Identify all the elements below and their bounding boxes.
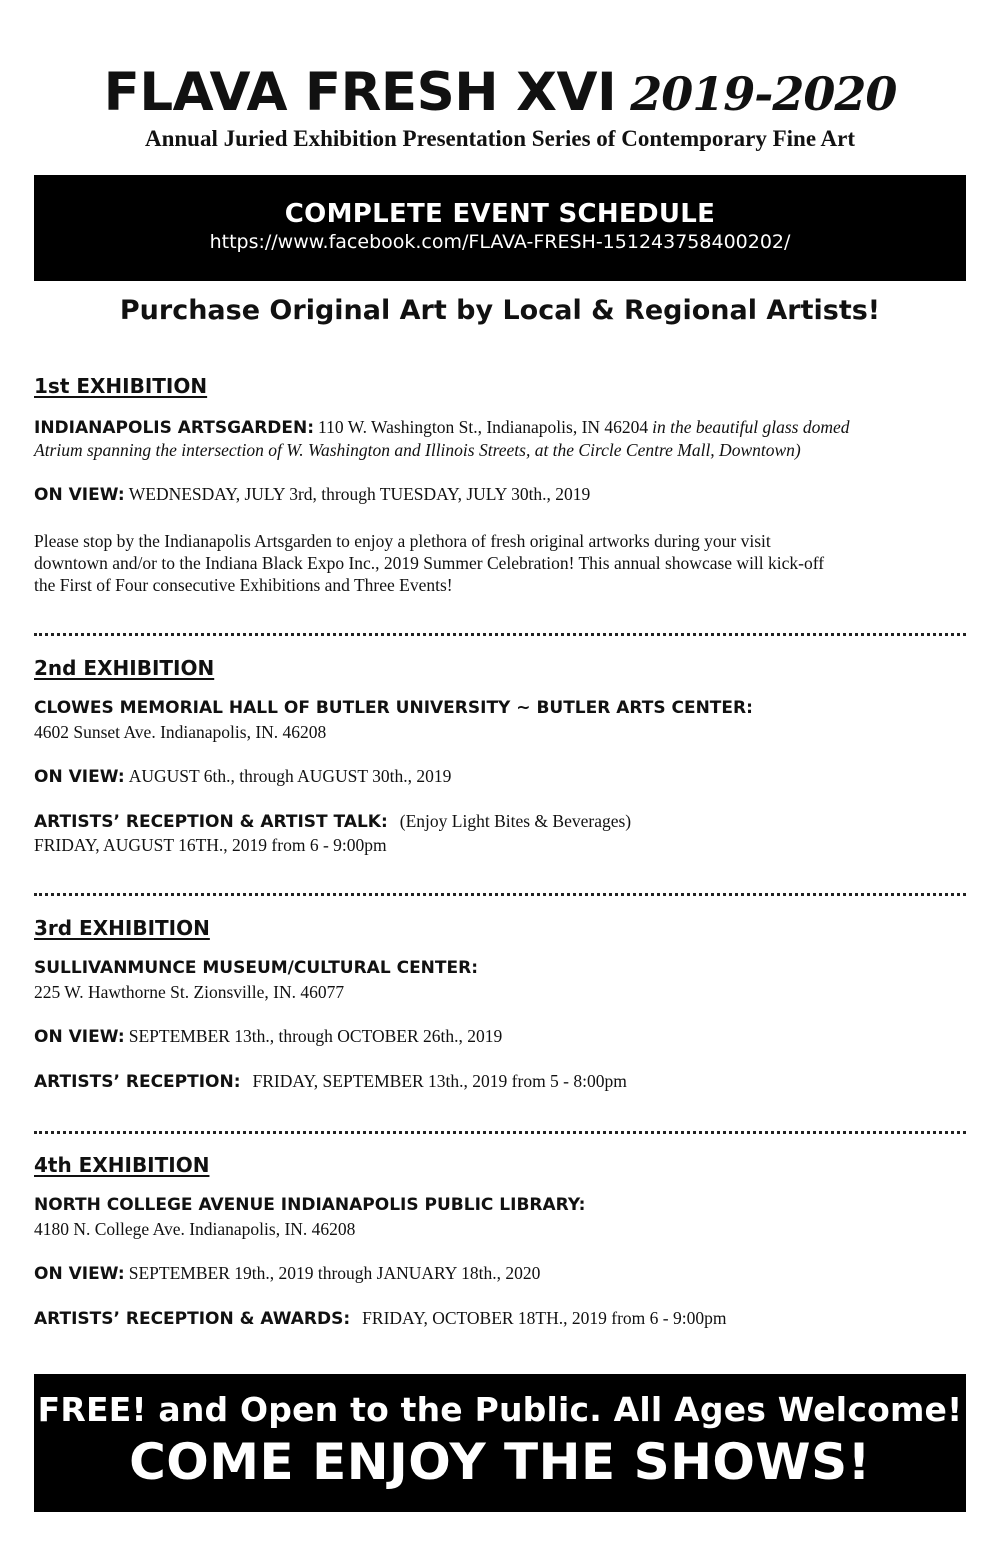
exhibition-1-description (34, 530, 969, 596)
page-title (0, 62, 1000, 123)
dotted-divider (34, 893, 966, 896)
exhibition-3-on-view-dates: SEPTEMBER 13th., through OCTOBER 26th., 2019 (128, 1026, 503, 1046)
exhibition-4-venue-label: NORTH COLLEGE AVENUE INDIANAPOLIS PUBLIC LIBRARY: (34, 1195, 586, 1215)
dotted-divider (34, 633, 966, 636)
exhibition-3-venue-label: SULLIVANMUNCE MUSEUM/CULTURAL CENTER: (34, 958, 479, 978)
exhibition-4-reception-label: ARTISTS’ RECEPTION & AWARDS: (34, 1309, 351, 1329)
footer-banner (34, 1374, 966, 1512)
exhibition-3-venue-address: 225 W. Hawthorne St. Zionsville, IN. 46077 (34, 982, 345, 1002)
title-years: 2019-2020 (630, 67, 897, 121)
exhibition-2-venue-address: 4602 Sunset Ave. Indianapolis, IN. 46208 (34, 722, 327, 742)
exhibition-1-on-view-dates: WEDNESDAY, JULY 3rd, through TUESDAY, JULY 30th., 2019 (128, 484, 591, 504)
title-main: FLAVA FRESH XVI (103, 62, 617, 123)
subtitle: Annual Juried Exhibition Presentation Series of Contemporary Fine Art (144, 126, 855, 151)
exhibition-2-venue-label: CLOWES MEMORIAL HALL OF BUTLER UNIVERSITY ~ BUTLER ARTS CENTER: (34, 698, 753, 718)
schedule-heading: COMPLETE EVENT SCHEDULE (284, 199, 716, 229)
exhibition-1-on-view (34, 484, 590, 505)
footer-line-1: FREE! and Open to the Public. All Ages Welcome! (37, 1390, 963, 1429)
exhibition-1-description-line-3: the First of Four consecutive Exhibitions and Three Events! (34, 575, 453, 595)
exhibition-1-description-line-2: downtown and/or to the Indiana Black Expo Inc., 2019 Summer Celebration! This annual showcase will kick-off (34, 553, 825, 573)
exhibition-4-reception (34, 1308, 726, 1329)
exhibition-2-reception-label: ARTISTS’ RECEPTION & ARTIST TALK: (34, 812, 388, 832)
exhibition-2-reception-time: FRIDAY, AUGUST 16TH., 2019 from 6 - 9:00pm (34, 835, 387, 855)
exhibition-1-venue-address: 110 W. Washington St., Indianapolis, IN 46204 (318, 417, 649, 437)
schedule-banner (34, 175, 966, 281)
exhibition-2-reception-note: (Enjoy Light Bites & Beverages) (399, 811, 632, 831)
exhibition-4-reception-time: FRIDAY, OCTOBER 18TH., 2019 from 6 - 9:00pm (362, 1308, 727, 1328)
exhibition-2-on-view (34, 766, 451, 787)
exhibition-4-heading: 4th EXHIBITION (34, 1153, 210, 1177)
exhibition-4-on-view-dates: SEPTEMBER 19th., 2019 through JANUARY 18th., 2020 (128, 1263, 541, 1283)
exhibition-1-heading: 1st EXHIBITION (34, 374, 208, 398)
exhibition-2-heading: 2nd EXHIBITION (34, 656, 215, 680)
footer-line-2: COME ENJOY THE SHOWS! (129, 1433, 871, 1491)
exhibition-4-on-view-label: ON VIEW: (34, 1264, 125, 1284)
exhibition-1-venue-note: in the beautiful glass domed (652, 417, 850, 437)
exhibition-1-venue-label: INDIANAPOLIS ARTSGARDEN: (34, 418, 315, 438)
facebook-link[interactable]: https://www.facebook.com/FLAVA-FRESH-151243758400202/ (209, 231, 791, 253)
exhibition-3-on-view (34, 1026, 502, 1047)
exhibition-4-on-view (34, 1263, 540, 1284)
dotted-divider (34, 1131, 966, 1134)
tagline: Purchase Original Art by Local & Regional Artists! (119, 295, 881, 326)
exhibition-3-on-view-label: ON VIEW: (34, 1027, 125, 1047)
exhibition-4-venue-address: 4180 N. College Ave. Indianapolis, IN. 46208 (34, 1219, 356, 1239)
exhibition-2-on-view-dates: AUGUST 6th., through AUGUST 30th., 2019 (128, 766, 452, 786)
exhibition-2-on-view-label: ON VIEW: (34, 767, 125, 787)
exhibition-2-reception (34, 811, 631, 832)
exhibition-1-on-view-label: ON VIEW: (34, 485, 125, 505)
exhibition-3-reception (34, 1071, 627, 1092)
exhibition-1-venue-note-2: Atrium spanning the intersection of W. Washington and Illinois Streets, at the Circle Centre Mall, Downtown) (34, 440, 801, 460)
exhibition-3-heading: 3rd EXHIBITION (34, 916, 210, 940)
exhibition-3-reception-time: FRIDAY, SEPTEMBER 13th., 2019 from 5 - 8:00pm (252, 1071, 627, 1091)
exhibition-3-reception-label: ARTISTS’ RECEPTION: (34, 1072, 241, 1092)
exhibition-1-venue (34, 417, 850, 438)
exhibition-1-description-line-1: Please stop by the Indianapolis Artsgarden to enjoy a plethora of fresh original artworks during your visit (34, 531, 771, 551)
